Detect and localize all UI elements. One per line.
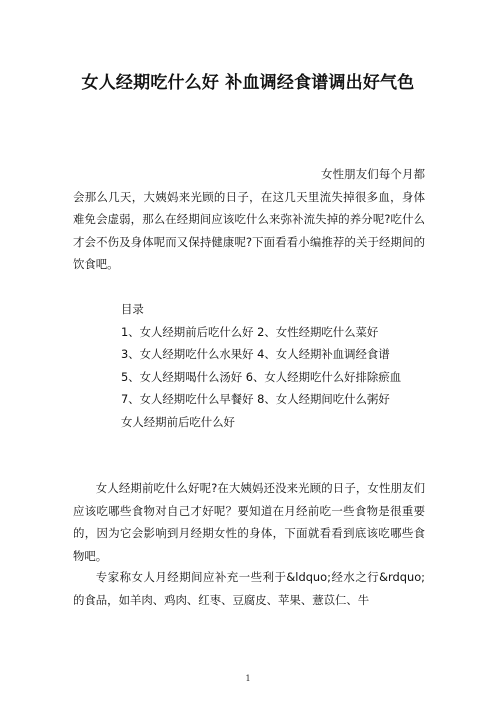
- body-paragraph-2: 专家称女人月经期间应补充一些利于&ldquo;经水之行&rdquo;的食品，如羊肉、鸡肉、红枣、豆腐皮、苹果、薏苡仁、牛: [73, 570, 425, 607]
- section-heading: 女人经期前后吃什么好: [121, 415, 235, 429]
- body-paragraph-1: 女人经期前吃什么好呢?在大姨妈还没来光顾的日子，女性朋友们应该吃哪些食物对自己才好呢？要知道在月经前吃一些食物是很重要的，因为它会影响到月经期女性的身体，下面就看看到底该吃哪些食物吧。: [73, 481, 425, 563]
- page-title: 女人经期吃什么好 补血调经食谱调出好气色: [81, 73, 415, 93]
- toc-line-2: 3、女人经期吃什么水果好 4、女人经期补血调经食谱: [121, 347, 390, 361]
- page-number: 1: [245, 674, 251, 683]
- toc-line-3: 5、女人经期喝什么汤好 6、女人经期吃什么好排除瘀血: [121, 370, 402, 384]
- toc-line-4: 7、女人经期吃什么早餐好 8、女人经期间吃什么粥好: [121, 392, 390, 406]
- intro-paragraph: 女性朋友们每个月都会那么几天，大姨妈来光顾的日子，在这几天里流失掉很多血，身体难免会虚弱，那么在经期间应该吃什么来弥补流失掉的养分呢?吃什么才会不伤及身体呢而又保持健康呢?下面看看小编推荐的关于经期间的饮食吧。: [73, 167, 425, 271]
- toc-line-1: 1、女人经期前后吃什么好 2、女性经期吃什么菜好: [121, 325, 379, 339]
- toc-heading: 目录: [121, 302, 144, 316]
